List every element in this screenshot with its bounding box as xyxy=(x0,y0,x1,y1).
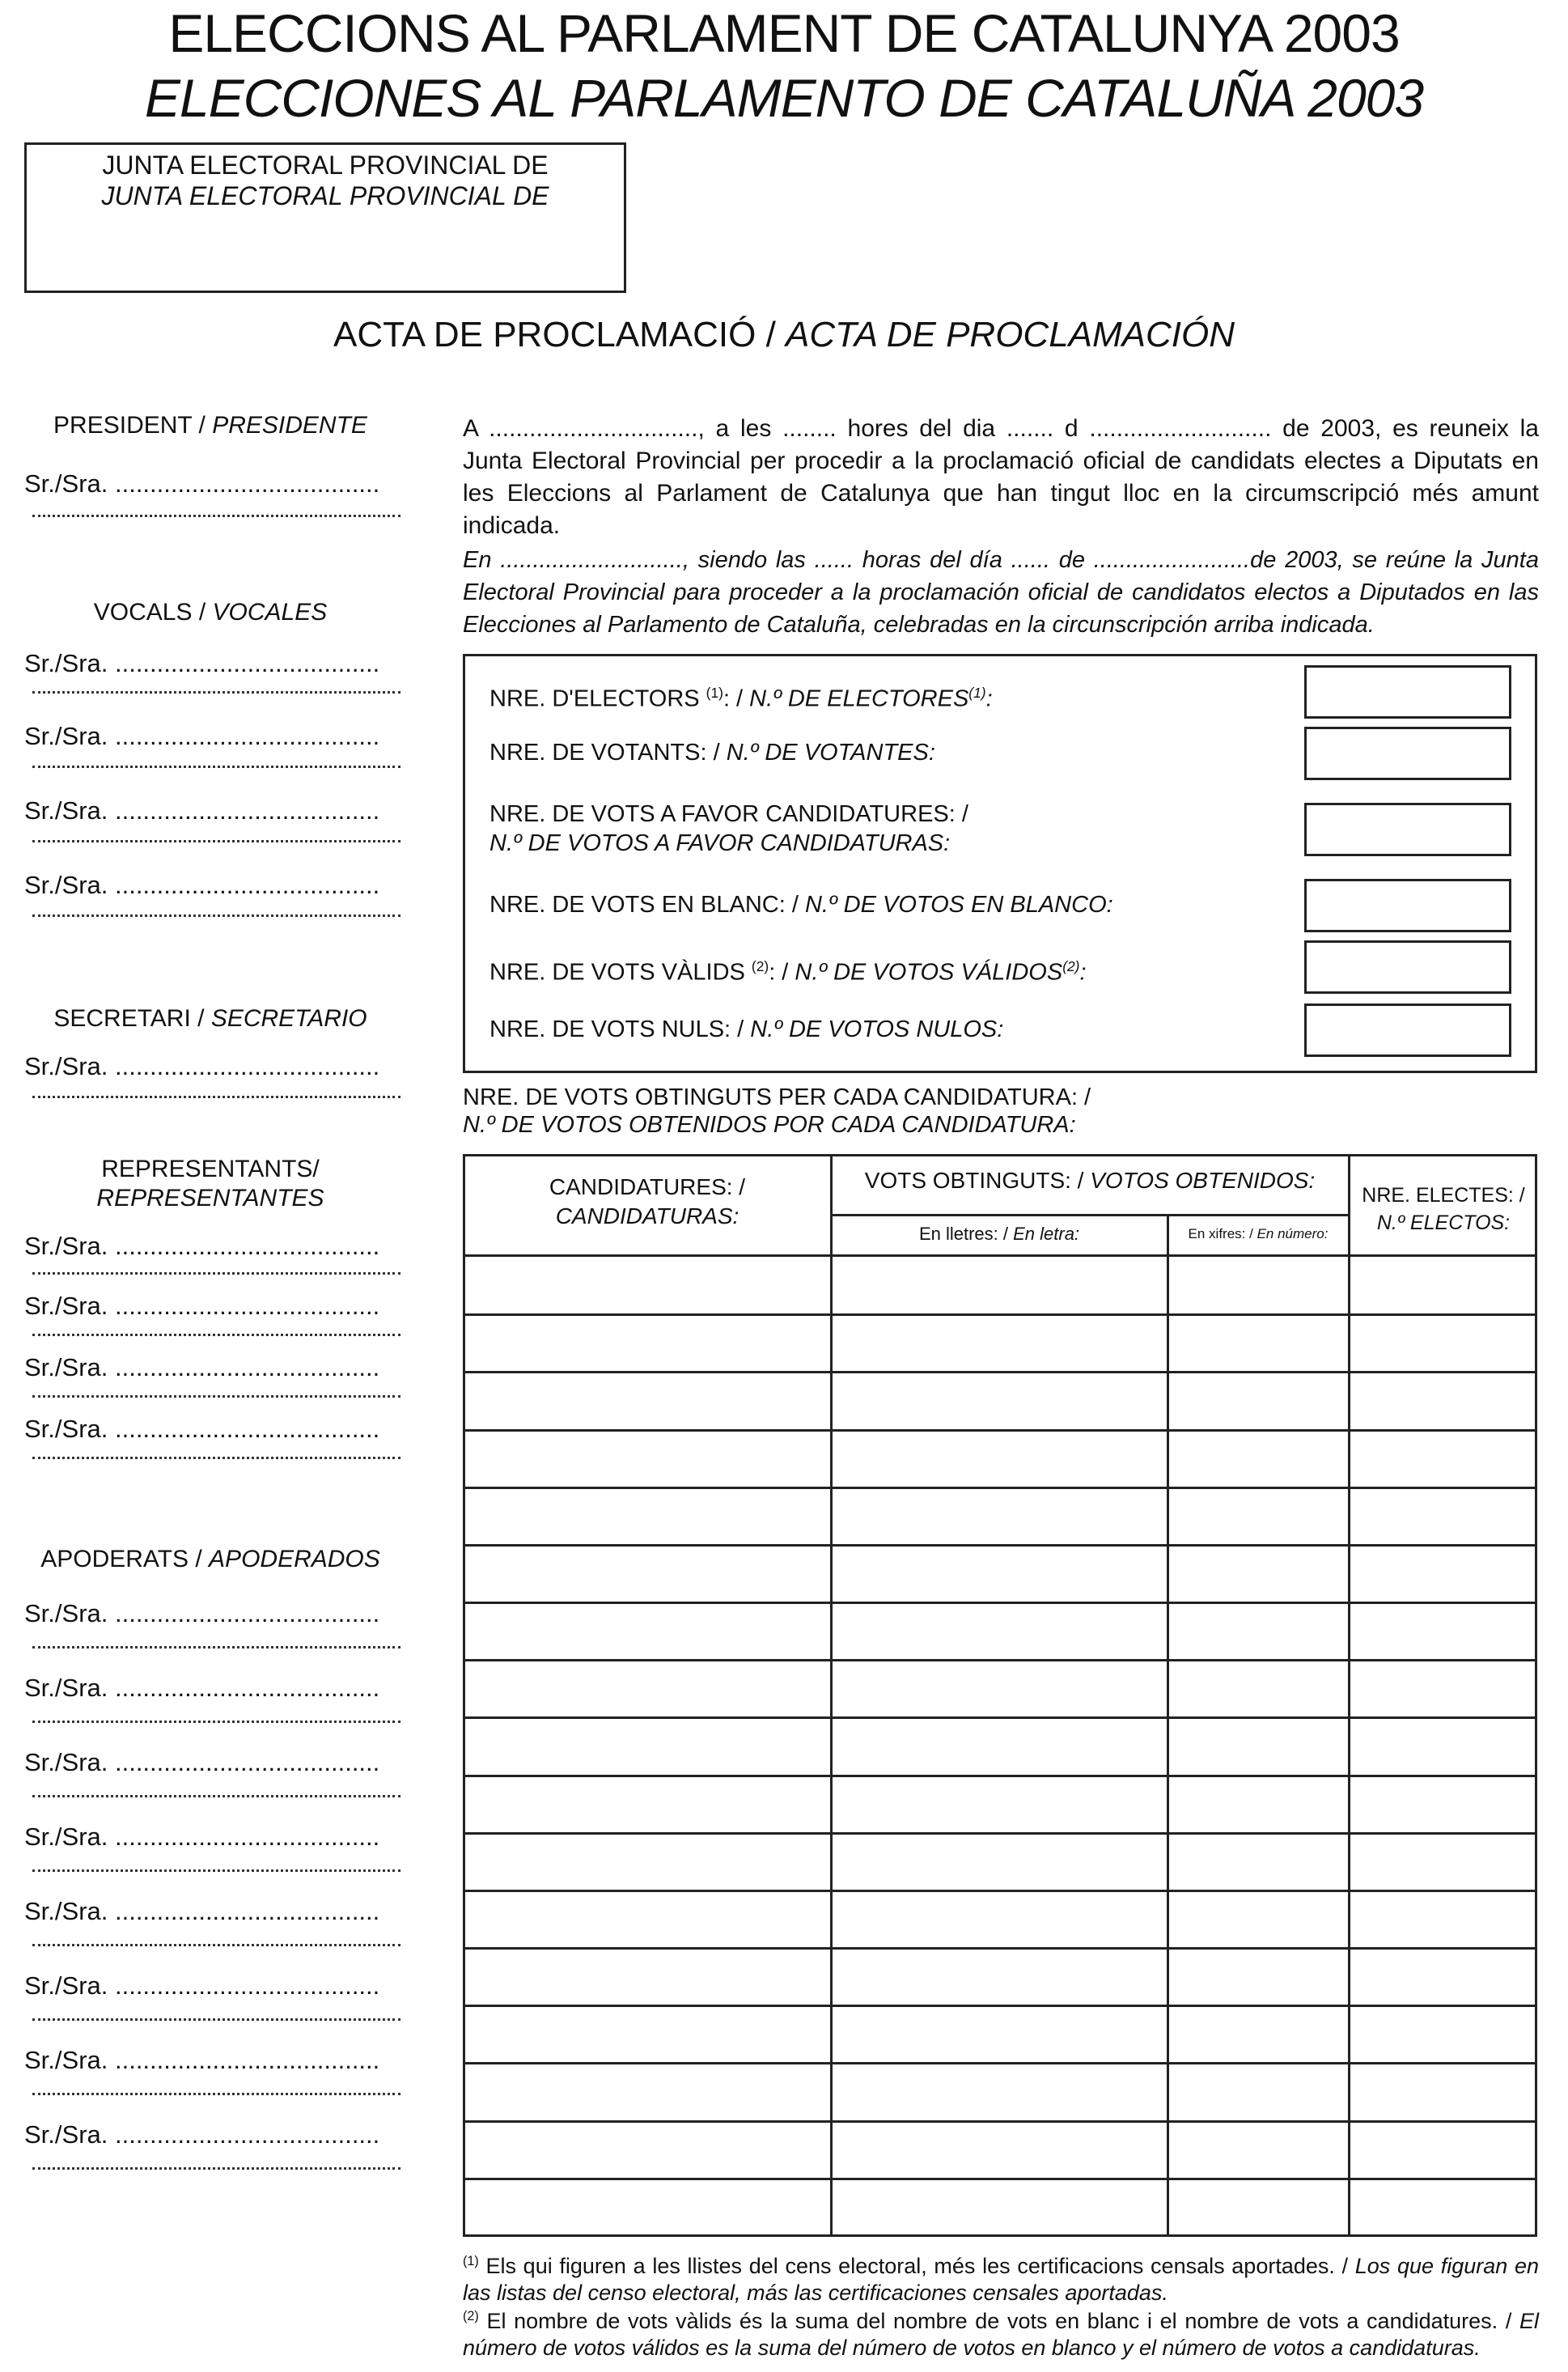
count-label-electors: NRE. D'ELECTORS $^{(1)}$: / N.º DE ELECTORES$^{(1)}$: xyxy=(489,685,993,712)
count-text-spanish: N.º DE VOTOS EN BLANCO: xyxy=(804,892,1113,918)
count-text-tail: : xyxy=(985,685,993,712)
footnote-2 xyxy=(463,2303,1539,2361)
table-header-bottom xyxy=(463,1254,1537,1257)
apoderat-signature-line[interactable]: Sr./Sra. ...................................... xyxy=(24,1822,380,1851)
apoderat-signature-line[interactable]: Sr./Sra. ...................................... xyxy=(24,1897,380,1925)
candidatures-votes-input[interactable] xyxy=(1304,803,1511,856)
secretari-dotted-line[interactable] xyxy=(32,1091,400,1098)
footnote-2-catalan: El nombre de vots vàlids és la suma del nombre de vots en blanc i el nombre de vots a candidatures. / xyxy=(478,2309,1519,2333)
blank-votes-input[interactable] xyxy=(1304,879,1511,932)
apoderat-dotted-line[interactable] xyxy=(32,1865,400,1872)
apoderats-heading-spanish: APODERADOS xyxy=(209,1546,380,1572)
junta-label-catalan: JUNTA ELECTORAL PROVINCIAL DE xyxy=(102,151,549,180)
col-elected-header-spanish: N.º ELECTOS: xyxy=(1376,1211,1511,1234)
vocal-signature-line[interactable]: Sr./Sra. ...................................... xyxy=(24,722,380,750)
count-text-spanish: N.º DE VOTANTES: xyxy=(726,740,935,766)
col-votes-catalan: VOTS OBTINGUTS: / xyxy=(864,1168,1091,1193)
vocal-dotted-line[interactable] xyxy=(32,835,400,842)
apoderat-signature-line[interactable]: Sr./Sra. ...................................... xyxy=(24,1748,380,1776)
representant-signature-line[interactable]: Sr./Sra. ...................................... xyxy=(24,1232,380,1260)
junta-label-spanish: JUNTA ELECTORAL PROVINCIAL DE xyxy=(101,181,549,210)
president-heading-catalan: PRESIDENT / xyxy=(53,412,213,439)
footnote-mark: (2) xyxy=(751,958,769,974)
junta-box[interactable] xyxy=(24,142,626,293)
col-numbers-catalan: En xifres: / xyxy=(1188,1226,1257,1241)
col-numbers-header xyxy=(1169,1220,1347,1248)
representant-dotted-line[interactable] xyxy=(32,1390,400,1398)
null-votes-input[interactable] xyxy=(1304,1004,1511,1057)
count-text: NRE. DE VOTS EN BLANC: / xyxy=(489,892,805,918)
count-label-candidatures: NRE. DE VOTS A FAVOR CANDIDATURES: / xyxy=(489,801,968,827)
apoderat-dotted-line[interactable] xyxy=(32,1939,400,1946)
table-row[interactable] xyxy=(465,2179,1535,2234)
apoderat-dotted-line[interactable] xyxy=(32,2013,400,2021)
count-label-nuls xyxy=(489,1015,1282,1044)
table-row[interactable] xyxy=(465,2122,1535,2177)
title-catalan: ELECCIONS AL PARLAMENT DE CATALUNYA 2003 xyxy=(168,3,1400,63)
table-row[interactable] xyxy=(465,1546,1535,1601)
acta-heading xyxy=(0,312,1568,358)
table-row[interactable] xyxy=(465,1488,1535,1543)
col-votes-header xyxy=(833,1167,1347,1194)
count-label-blanc xyxy=(489,890,1282,919)
apoderats-heading-catalan: APODERATS / xyxy=(40,1546,210,1572)
footnote-mark: (1) xyxy=(706,685,723,701)
table-row[interactable] xyxy=(465,1258,1535,1313)
table-row[interactable] xyxy=(465,1718,1535,1773)
secretari-heading xyxy=(24,1004,396,1034)
votes-table-title: NRE. DE VOTS OBTINGUTS PER CADA CANDIDATURA: / xyxy=(463,1084,1091,1110)
apoderat-dotted-line[interactable] xyxy=(32,1716,400,1723)
paragraph-spanish: En ............................, siendo las ...... horas del día ...... de ........................de 2003, se reúne la Junta Electoral Provincial para proceder a la proclamación oficial de candidatos electos a Diputados en las Elecciones al Parlamento de Cataluña, celebradas en la circunscripción arriba indicada. xyxy=(463,547,1539,638)
votants-input[interactable] xyxy=(1304,727,1511,780)
apoderat-dotted-line[interactable] xyxy=(32,1790,400,1797)
table-row[interactable] xyxy=(465,1834,1535,1889)
paragraph-catalan: A ..............................., a les ........ hores del dia ....... d ........................... de 2003, es reuneix la Junta Electoral Provincial per procedir a la proclamació oficial de candidats electes a Diputats en les Eleccions al Parlament de Catalunya que han tingut lloc en la circumscripció més amunt indicada. xyxy=(463,415,1539,539)
apoderat-dotted-line[interactable] xyxy=(32,2088,400,2095)
count-text-spanish: N.º DE VOTOS VÁLIDOS xyxy=(795,959,1063,986)
apoderat-signature-line[interactable]: Sr./Sra. ...................................... xyxy=(24,2046,380,2074)
vocal-signature-line[interactable]: Sr./Sra. ...................................... xyxy=(24,649,380,677)
footnote-1-spanish: Los que figuran en las listas del censo electoral, más las certificaciones censales aportadas. xyxy=(463,2254,1539,2305)
count-label-candidatures-spanish: N.º DE VOTOS A FAVOR CANDIDATURAS: xyxy=(489,830,951,856)
representant-dotted-line[interactable] xyxy=(32,1452,400,1459)
apoderats-heading xyxy=(24,1544,396,1575)
table-divider xyxy=(830,1214,1348,1216)
vocal-dotted-line[interactable] xyxy=(32,761,400,768)
president-heading-spanish: PRESIDENTE xyxy=(212,412,367,439)
footnote-mark: (1) xyxy=(968,685,986,701)
col-candidatures-header-spanish: CANDIDATURAS: xyxy=(555,1203,740,1228)
footnote-1 xyxy=(463,2248,1539,2306)
footnote-2-spanish: El número de votos válidos es la suma del número de votos en blanco y el número de votos a candidaturas. xyxy=(463,2309,1539,2360)
vocal-signature-line[interactable]: Sr./Sra. ...................................... xyxy=(24,871,380,899)
col-candidatures-header: CANDIDATURES: / xyxy=(549,1174,746,1199)
table-row[interactable] xyxy=(465,1373,1535,1428)
valid-votes-input[interactable] xyxy=(1304,940,1511,994)
table-row[interactable] xyxy=(465,1315,1535,1370)
apoderat-dotted-line[interactable] xyxy=(32,1641,400,1649)
table-row[interactable] xyxy=(465,2064,1535,2119)
apoderat-signature-line[interactable]: Sr./Sra. ...................................... xyxy=(24,1674,380,1702)
table-row[interactable] xyxy=(465,1603,1535,1658)
table-row[interactable] xyxy=(465,1661,1535,1716)
apoderat-signature-line[interactable]: Sr./Sra. ...................................... xyxy=(24,1971,380,2000)
secretari-heading-spanish: SECRETARIO xyxy=(210,1005,367,1032)
secretari-heading-catalan: SECRETARI / xyxy=(53,1005,211,1032)
representant-dotted-line[interactable] xyxy=(32,1329,400,1336)
vocal-dotted-line[interactable] xyxy=(32,910,400,917)
count-text: NRE. DE VOTS NULS: / xyxy=(489,1016,751,1042)
apoderat-signature-line[interactable]: Sr./Sra. ...................................... xyxy=(24,2120,380,2149)
count-text: NRE. DE VOTS VÀLIDS xyxy=(489,959,752,986)
col-letters-header xyxy=(833,1220,1166,1248)
apoderat-signature-line[interactable]: Sr./Sra. ...................................... xyxy=(24,1599,380,1627)
representant-signature-line[interactable]: Sr./Sra. ...................................... xyxy=(24,1415,380,1443)
col-numbers-spanish: En número: xyxy=(1257,1226,1329,1241)
count-text-spanish: N.º DE VOTOS NULOS: xyxy=(750,1016,1004,1042)
apoderat-dotted-line[interactable] xyxy=(32,2162,400,2170)
vocals-heading-spanish: VOCALES xyxy=(212,599,328,626)
vocals-heading xyxy=(24,597,396,628)
table-row[interactable] xyxy=(465,1949,1535,2004)
representant-dotted-line[interactable] xyxy=(32,1267,400,1275)
table-row[interactable] xyxy=(465,1891,1535,1946)
col-votes-spanish: VOTOS OBTENIDOS: xyxy=(1090,1168,1316,1193)
title-spanish: ELECCIONES AL PARLAMENTO DE CATALUÑA 2003 xyxy=(144,68,1424,128)
representants-heading: REPRESENTANTS/ xyxy=(101,1156,320,1182)
acta-heading-spanish: ACTA DE PROCLAMACIÓN xyxy=(786,315,1235,354)
count-label-votants xyxy=(489,738,1282,767)
table-row[interactable] xyxy=(465,2006,1535,2061)
count-text: NRE. DE VOTANTS: / xyxy=(489,740,727,766)
president-signature-line[interactable]: Sr./Sra. ...................................... xyxy=(24,469,380,498)
count-text: NRE. D'ELECTORS xyxy=(489,685,706,712)
footnote-1-catalan: Els qui figuren a les llistes del cens electoral, més les certificacions censals aportades. / xyxy=(478,2254,1355,2278)
secretari-signature-line[interactable]: Sr./Sra. ...................................... xyxy=(24,1052,380,1080)
representants-heading-spanish: REPRESENTANTES xyxy=(96,1185,324,1211)
count-label-valids: NRE. DE VOTS VÀLIDS $^{(2)}$: / N.º DE VOTOS VÁLIDOS$^{(2)}$: xyxy=(489,958,1087,986)
votes-table-title-spanish: N.º DE VOTOS OBTENIDOS POR CADA CANDIDATURA: xyxy=(463,1112,1076,1138)
vocal-dotted-line[interactable] xyxy=(32,686,400,694)
representant-signature-line[interactable]: Sr./Sra. ...................................... xyxy=(24,1353,380,1381)
count-text-spanish: N.º DE ELECTORES xyxy=(749,685,969,712)
electors-input[interactable] xyxy=(1304,665,1511,719)
footnote-2-mark: (2) xyxy=(463,2309,479,2323)
president-dotted-line[interactable] xyxy=(32,510,400,517)
representant-signature-line[interactable]: Sr./Sra. ...................................... xyxy=(24,1292,380,1320)
acta-heading-catalan: ACTA DE PROCLAMACIÓ / xyxy=(333,315,786,354)
col-letters-catalan: En lletres: / xyxy=(918,1224,1014,1244)
vocals-heading-catalan: VOCALS / xyxy=(93,599,213,626)
table-row[interactable] xyxy=(465,1431,1535,1486)
president-heading xyxy=(24,410,396,441)
footnote-mark: (2) xyxy=(1062,958,1080,974)
vocal-signature-line[interactable]: Sr./Sra. ...................................... xyxy=(24,796,380,825)
col-letters-spanish: En letra: xyxy=(1013,1224,1080,1244)
table-row[interactable] xyxy=(465,1776,1535,1831)
col-elected-header: NRE. ELECTES: / xyxy=(1362,1184,1525,1207)
footnote-1-mark: (1) xyxy=(463,2254,479,2268)
count-text-tail: : xyxy=(1079,959,1087,986)
